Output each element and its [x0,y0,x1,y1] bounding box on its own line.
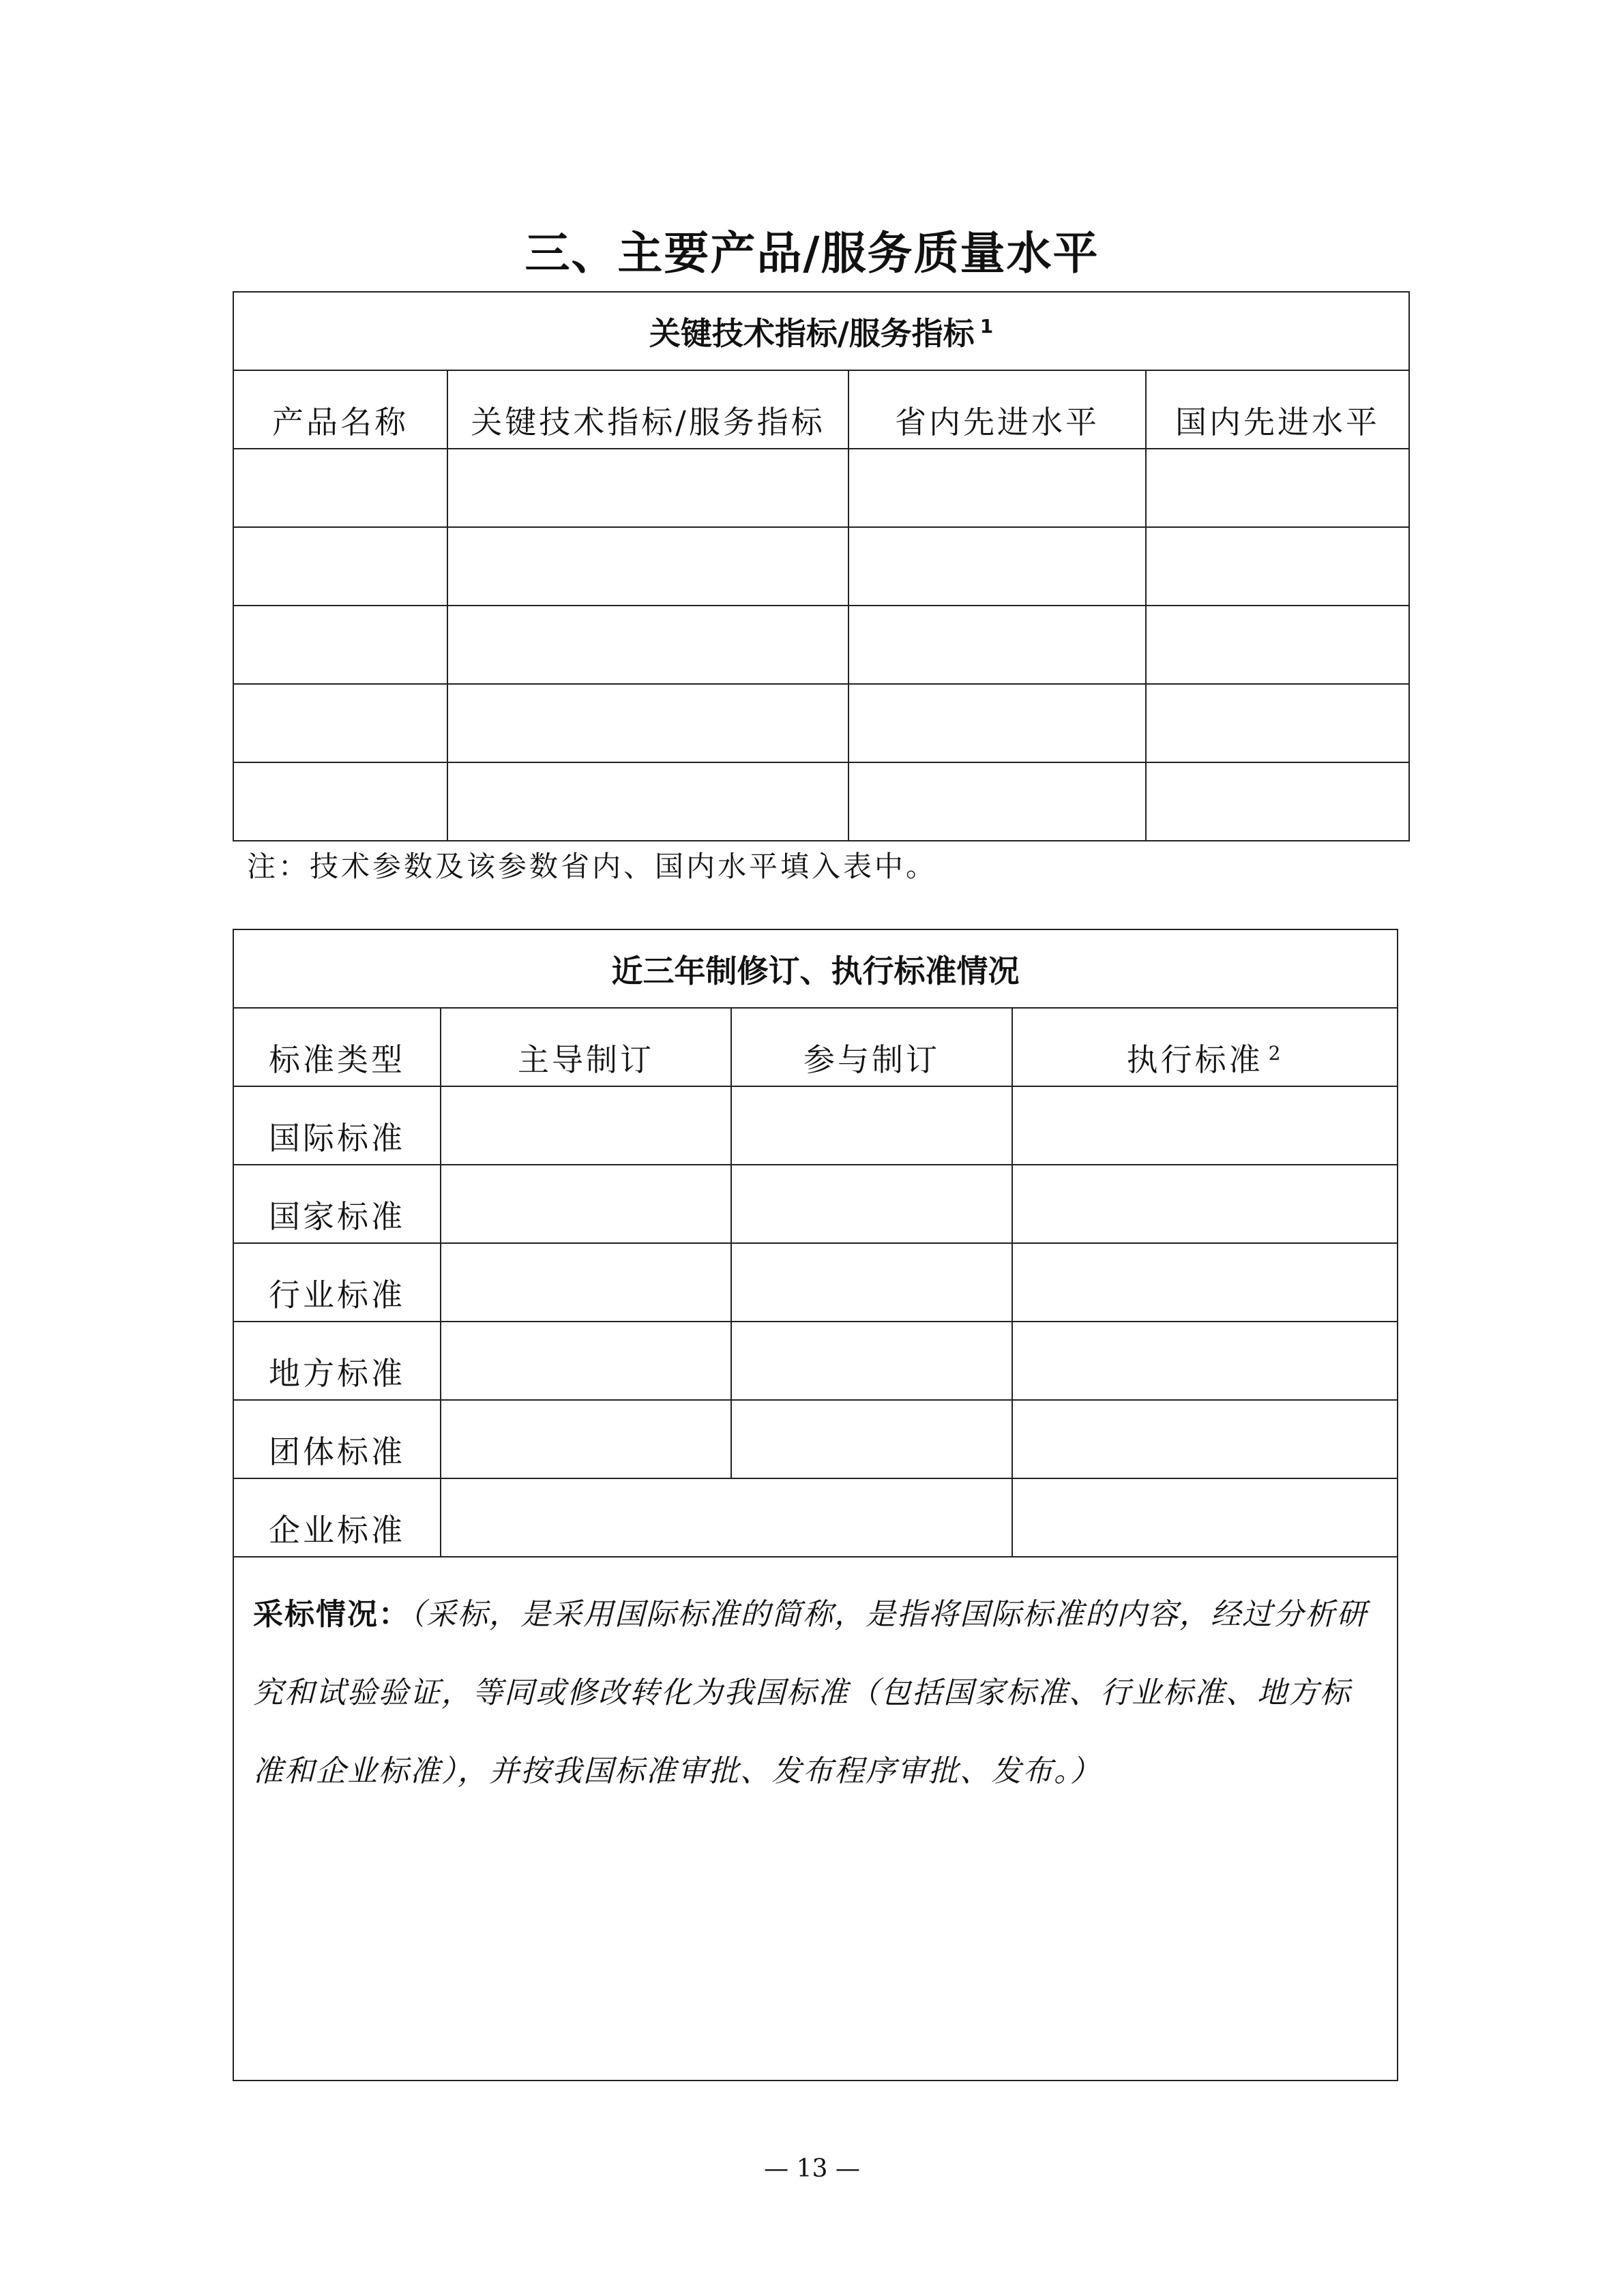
table-cell[interactable] [441,1243,731,1322]
footnote-marker: 1 [979,315,994,338]
caibiao-label: 采标情况： [253,1597,410,1632]
table-cell[interactable] [848,606,1146,684]
column-header: 标准类型 [233,1008,441,1086]
table-cell[interactable] [1012,1478,1398,1557]
table2-header: 近三年制修订、执行标准情况 [233,929,1398,1008]
table-row [233,1243,1398,1322]
row-label: 行业标准 [233,1243,441,1322]
row-label: 国际标准 [233,1086,441,1165]
table-cell[interactable] [447,606,848,684]
table-cell[interactable] [1146,684,1409,762]
table-cell[interactable] [1012,1322,1398,1400]
table-row [233,606,1409,684]
table-cell[interactable] [447,449,848,527]
column-header: 参与制订 [731,1008,1012,1086]
table-cell[interactable] [441,1322,731,1400]
column-header: 关键技术指标/服务指标 [447,370,848,449]
table1-header: 关键技术指标/服务指标 $^1$ [233,292,1409,370]
table-cell[interactable] [1012,1400,1398,1478]
table-cell[interactable] [441,1086,731,1165]
table-cell[interactable] [447,527,848,606]
table-row [233,449,1409,527]
row-label: 地方标准 [233,1322,441,1400]
table-cell[interactable] [1146,527,1409,606]
table-cell[interactable] [1146,449,1409,527]
table-cell[interactable] [848,527,1146,606]
caibiao-section[interactable] [233,1557,1398,2081]
row-label: 国家标准 [233,1165,441,1243]
table-cell[interactable] [447,762,848,841]
table-note: 注：技术参数及该参数省内、国内水平填入表中。 [247,850,938,883]
table-cell[interactable] [233,449,447,527]
column-header: 产品名称 [233,370,447,449]
table-cell[interactable] [1146,762,1409,841]
row-label: 团体标准 [233,1400,441,1478]
column-header: 执行标准 $^2$ [1012,1008,1398,1086]
table-cell[interactable] [1012,1165,1398,1243]
table-cell[interactable] [731,1243,1012,1322]
page-title: 三、主要产品/服务质量水平 [525,227,1099,280]
row-label: 企业标准 [233,1478,441,1557]
table-cell[interactable] [731,1086,1012,1165]
table-row [233,527,1409,606]
table-cell[interactable] [233,606,447,684]
footnote-marker: 2 [1268,1041,1284,1064]
table-cell[interactable] [1146,606,1409,684]
table-cell[interactable] [233,762,447,841]
table-row [233,762,1409,841]
table-cell[interactable] [731,1322,1012,1400]
table-row [233,1322,1398,1400]
caibiao-text: （采标，是采用国际标准的简称，是指将国际标准的内容，经过分析研究和试验验证，等同或修改转化为我国标准（包括国家标准、行业标准、地方标准和企业标准），并按我国标准审批、发布程序审批、发布。） [253,1597,1368,1789]
table-cell[interactable] [731,1400,1012,1478]
quality-indicators-table [233,291,1410,841]
table-cell[interactable] [1012,1086,1398,1165]
table-row [233,1478,1398,1557]
table-row [233,1086,1398,1165]
table-cell[interactable] [1012,1243,1398,1322]
table-cell[interactable] [447,684,848,762]
table-row [233,1165,1398,1243]
table-cell[interactable] [731,1165,1012,1243]
table-cell[interactable] [441,1478,1012,1557]
table-cell[interactable] [441,1165,731,1243]
table-cell[interactable] [233,527,447,606]
table-cell[interactable] [233,684,447,762]
column-header: 主导制订 [441,1008,731,1086]
table-row [233,1400,1398,1478]
table-cell[interactable] [848,449,1146,527]
standards-table [233,929,1398,2081]
page-number: — 13 — [764,2155,860,2183]
table-cell[interactable] [848,762,1146,841]
table-cell[interactable] [441,1400,731,1478]
table-cell[interactable] [848,684,1146,762]
table-row [233,684,1409,762]
column-header: 国内先进水平 [1146,370,1409,449]
column-header: 省内先进水平 [848,370,1146,449]
